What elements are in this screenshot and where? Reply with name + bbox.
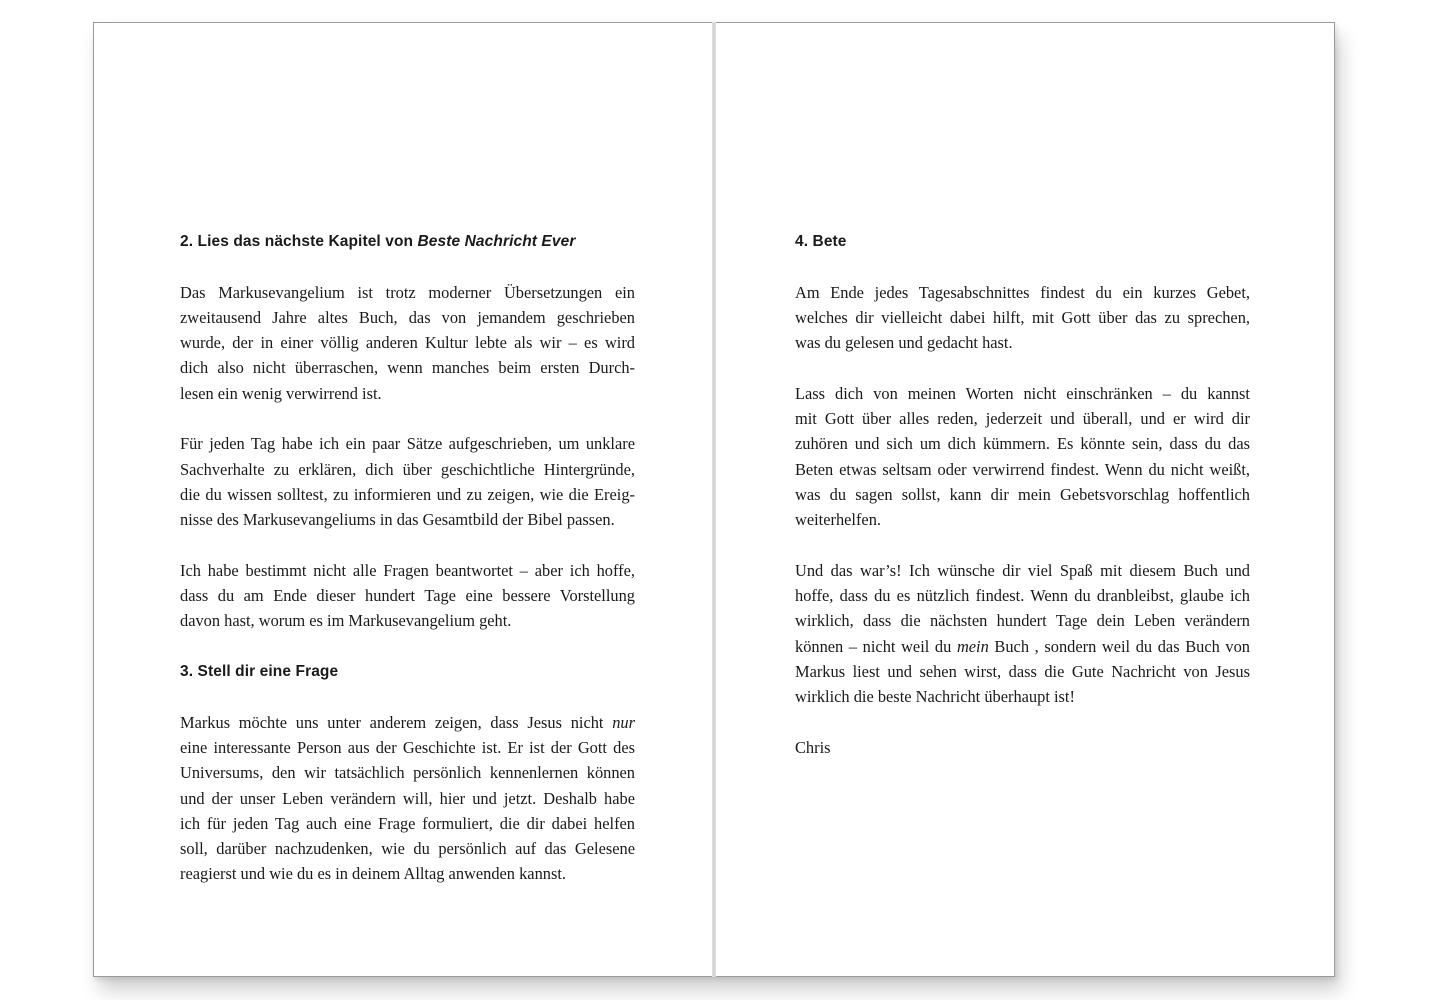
text-line: wirklich, dass die nächsten hundert Tage dein Leben verändern xyxy=(795,611,1250,631)
text-line: mit Gott über alles reden, jederzeit und überall, und er wird dir xyxy=(795,409,1250,429)
text-line: Markus liest und sehen wirst, dass die Gute Nachricht von Jesus xyxy=(795,662,1250,682)
closing-paragraph xyxy=(795,558,1250,710)
text-line: Das Markusevangelium ist trotz moderner Übersetzungen ein xyxy=(180,282,635,302)
text-line: was du gelesen und gedacht hast. xyxy=(795,333,1013,353)
text-line: dass du am Ende dieser hundert Tage eine bessere Vorstellung xyxy=(180,586,635,606)
text-line: ich für jeden Tag auch eine Frage formuliert, die dir dabei helfen xyxy=(180,813,635,833)
text-line: und der unser Leben verändern will, hier und jetzt. Deshalb habe xyxy=(180,788,635,808)
section-3-heading: 3. Stell dir eine Frage xyxy=(180,663,339,681)
text-line xyxy=(180,710,635,735)
text-line: was du sagen sollst, kann dir mein Gebetsvorschlag hoffentlich xyxy=(795,484,1250,504)
text-line: lesen ein wenig verwirrend ist. xyxy=(180,383,382,403)
text-line: Universums, den wir tatsächlich persönlich kennenlernen können xyxy=(180,763,635,783)
text-line: welches dir vielleicht dabei hilft, mit Gott über das zu sprechen, xyxy=(795,307,1250,327)
text-line: reagierst und wie du es in deinem Alltag anwenden kannst. xyxy=(180,864,566,884)
section-2-paragraph-1 xyxy=(180,280,635,406)
right-text-column xyxy=(795,229,1250,760)
text-line: Und das war’s! Ich wünsche dir viel Spaß mit diesem Buch und xyxy=(795,560,1250,580)
emphasis-text: nur xyxy=(612,712,635,732)
section-2-paragraph-3 xyxy=(180,558,635,634)
right-page xyxy=(714,22,1335,977)
section-4-heading: 4. Bete xyxy=(795,233,847,250)
text-fragment: Markus möchte uns unter anderem zeigen, dass Jesus nicht xyxy=(180,712,613,732)
text-fragment: Buch , sondern weil du das Buch von xyxy=(988,636,1250,656)
text-line: eine interessante Person aus der Geschichte ist. Er ist der Gott des xyxy=(180,737,635,757)
text-line: Lass dich von meinen Worten nicht einschränken – du kannst xyxy=(795,383,1250,403)
text-line: Am Ende jedes Tagesabschnittes findest du ein kurzes Gebet, xyxy=(795,282,1250,302)
text-line: Für jeden Tag habe ich ein paar Sätze aufgeschrieben, um unklare xyxy=(180,434,635,454)
text-line xyxy=(795,634,1250,659)
text-line: die du wissen solltest, zu informieren und zu zeigen, wie die Ereig- xyxy=(180,484,635,504)
book-gutter xyxy=(712,22,716,977)
text-line: Ich habe bestimmt nicht alle Fragen beantwortet – aber ich hoffe, xyxy=(180,560,635,580)
text-fragment: können – nicht weil du xyxy=(795,636,957,656)
section-4-paragraph-1 xyxy=(795,280,1250,356)
text-line: hoffe, dass du es nützlich findest. Wenn du dranbleibst, glaube ich xyxy=(795,586,1250,606)
left-text-column xyxy=(180,229,635,912)
section-2-heading-prefix: 2. Lies das nächste Kapitel von xyxy=(180,233,418,250)
text-line: Beten etwas seltsam oder verwirrend findest. Wenn du nicht weißt, xyxy=(795,459,1250,479)
emphasis-text: mein xyxy=(956,636,989,656)
text-line: wirklich die beste Nachricht überhaupt ist! xyxy=(795,687,1075,707)
section-2-paragraph-2 xyxy=(180,431,635,532)
left-page xyxy=(93,22,715,977)
book-title: Beste Nachricht Ever xyxy=(417,233,576,250)
text-line: wurde, der in einer völlig anderen Kultur lebte als wir – es wird xyxy=(180,333,635,353)
text-line: davon hast, worum es im Markusevangelium geht. xyxy=(180,611,512,631)
text-line: dich also nicht überraschen, wenn manches beim ersten Durch- xyxy=(180,358,635,378)
section-2-heading xyxy=(180,229,635,254)
author-signature: Chris xyxy=(795,737,831,757)
text-line: zweitausend Jahre altes Buch, das von jemandem geschrieben xyxy=(180,307,635,327)
text-line: nisse des Markusevangeliums in das Gesamtbild der Bibel passen. xyxy=(180,510,615,530)
text-line: weiterhelfen. xyxy=(795,510,882,530)
text-line: Sachverhalte zu erklären, dich über geschichtliche Hintergründe, xyxy=(180,459,635,479)
text-line: soll, darüber nachzudenken, wie du persönlich auf das Gelesene xyxy=(180,839,635,859)
text-line: zuhören und sich um dich kümmern. Es könnte sein, dass du das xyxy=(795,434,1250,454)
section-4-paragraph-2 xyxy=(795,381,1250,533)
section-3-paragraph xyxy=(180,710,635,887)
book-spread xyxy=(93,22,1335,977)
